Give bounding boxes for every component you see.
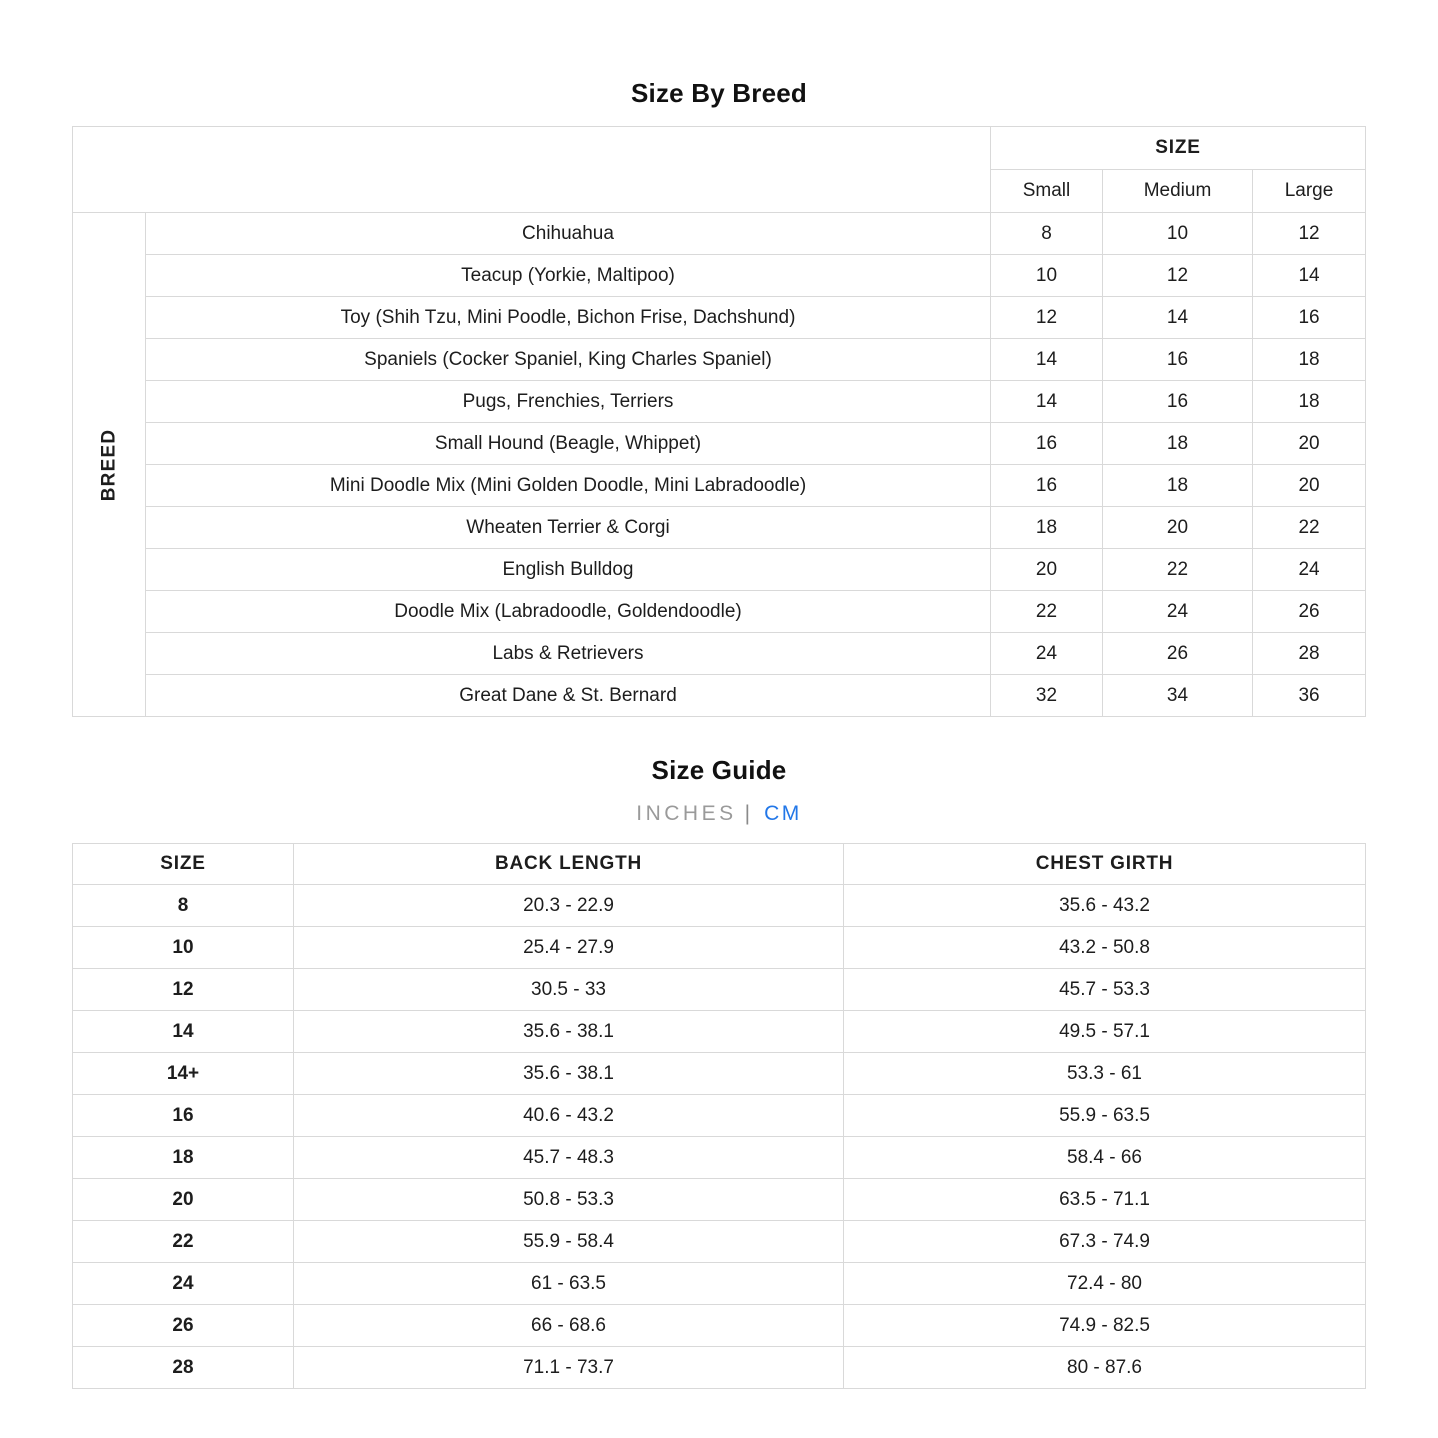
size-medium-cell: 26 xyxy=(1103,633,1253,675)
breed-axis-label: BREED xyxy=(98,428,120,501)
size-cell: 20 xyxy=(73,1179,294,1221)
size-large-cell: 18 xyxy=(1253,381,1366,423)
size-small-cell: 18 xyxy=(991,507,1103,549)
chest-girth-cell: 53.3 - 61 xyxy=(844,1053,1366,1095)
breed-name-cell: Doodle Mix (Labradoodle, Goldendoodle) xyxy=(146,591,991,633)
size-medium-cell: 10 xyxy=(1103,213,1253,255)
size-cell: 14 xyxy=(73,1011,294,1053)
breed-row xyxy=(73,213,1366,255)
size-guide-title: Size Guide xyxy=(651,755,787,785)
size-large-cell: 28 xyxy=(1253,633,1366,675)
breed-name-cell: Teacup (Yorkie, Maltipoo) xyxy=(146,255,991,297)
size-cell: 16 xyxy=(73,1095,294,1137)
size-by-breed-title: Size By Breed xyxy=(630,78,807,108)
size-cell: 26 xyxy=(73,1305,294,1347)
back-length-cell: 35.6 - 38.1 xyxy=(294,1011,844,1053)
guide-row xyxy=(73,1137,1366,1179)
size-large-cell: 18 xyxy=(1253,339,1366,381)
breed-row xyxy=(73,297,1366,339)
size-medium-cell: 16 xyxy=(1103,339,1253,381)
chest-girth-cell: 74.9 - 82.5 xyxy=(844,1305,1366,1347)
size-cell: 22 xyxy=(73,1221,294,1263)
guide-row xyxy=(73,1305,1366,1347)
size-medium-cell: 12 xyxy=(1103,255,1253,297)
breed-row xyxy=(73,507,1366,549)
chest-girth-cell: 67.3 - 74.9 xyxy=(844,1221,1366,1263)
breed-name-cell: Labs & Retrievers xyxy=(146,633,991,675)
size-small-cell: 16 xyxy=(991,423,1103,465)
guide-row xyxy=(73,969,1366,1011)
guide-row xyxy=(73,927,1366,969)
chest-girth-cell: 63.5 - 71.1 xyxy=(844,1179,1366,1221)
breed-name-cell: Mini Doodle Mix (Mini Golden Doodle, Mini Labradoodle) xyxy=(146,465,991,507)
guide-row xyxy=(73,1347,1366,1389)
size-large-cell: 12 xyxy=(1253,213,1366,255)
breed-table-header-row xyxy=(73,127,1366,170)
chest-girth-cell: 45.7 - 53.3 xyxy=(844,969,1366,1011)
size-medium-cell: 22 xyxy=(1103,549,1253,591)
chest-girth-cell: 58.4 - 66 xyxy=(844,1137,1366,1179)
size-medium-cell: 20 xyxy=(1103,507,1253,549)
chest-girth-cell: 80 - 87.6 xyxy=(844,1347,1366,1389)
size-by-breed-table xyxy=(72,126,1366,717)
back-length-cell: 61 - 63.5 xyxy=(294,1263,844,1305)
size-small-cell: 16 xyxy=(991,465,1103,507)
size-large-cell: 16 xyxy=(1253,297,1366,339)
column-header-size: SIZE xyxy=(73,844,294,885)
breed-name-cell: Great Dane & St. Bernard xyxy=(146,675,991,717)
column-header-medium: Medium xyxy=(1103,170,1253,213)
size-large-cell: 36 xyxy=(1253,675,1366,717)
back-length-cell: 30.5 - 33 xyxy=(294,969,844,1011)
size-large-cell: 24 xyxy=(1253,549,1366,591)
size-cell: 24 xyxy=(73,1263,294,1305)
breed-axis-cell xyxy=(73,213,146,717)
size-large-cell: 26 xyxy=(1253,591,1366,633)
breed-row xyxy=(73,633,1366,675)
back-length-cell: 35.6 - 38.1 xyxy=(294,1053,844,1095)
guide-table-header-row xyxy=(73,844,1366,885)
size-group-header: SIZE xyxy=(991,127,1366,170)
size-large-cell: 14 xyxy=(1253,255,1366,297)
size-small-cell: 24 xyxy=(991,633,1103,675)
guide-row xyxy=(73,1095,1366,1137)
guide-row xyxy=(73,1179,1366,1221)
guide-row xyxy=(73,885,1366,927)
size-small-cell: 32 xyxy=(991,675,1103,717)
chest-girth-cell: 72.4 - 80 xyxy=(844,1263,1366,1305)
breed-row xyxy=(73,465,1366,507)
size-guide-table xyxy=(72,843,1366,1389)
chest-girth-cell: 49.5 - 57.1 xyxy=(844,1011,1366,1053)
back-length-cell: 20.3 - 22.9 xyxy=(294,885,844,927)
size-cell: 12 xyxy=(73,969,294,1011)
breed-row xyxy=(73,381,1366,423)
size-cell: 8 xyxy=(73,885,294,927)
guide-row xyxy=(73,1221,1366,1263)
size-small-cell: 8 xyxy=(991,213,1103,255)
back-length-cell: 71.1 - 73.7 xyxy=(294,1347,844,1389)
size-cell: 10 xyxy=(73,927,294,969)
size-small-cell: 14 xyxy=(991,381,1103,423)
breed-name-cell: Wheaten Terrier & Corgi xyxy=(146,507,991,549)
breed-name-cell: Chihuahua xyxy=(146,213,991,255)
size-small-cell: 22 xyxy=(991,591,1103,633)
chest-girth-cell: 35.6 - 43.2 xyxy=(844,885,1366,927)
size-cell: 18 xyxy=(73,1137,294,1179)
size-medium-cell: 34 xyxy=(1103,675,1253,717)
guide-row xyxy=(73,1263,1366,1305)
back-length-cell: 25.4 - 27.9 xyxy=(294,927,844,969)
breed-row xyxy=(73,591,1366,633)
chest-girth-cell: 55.9 - 63.5 xyxy=(844,1095,1366,1137)
chest-girth-cell: 43.2 - 50.8 xyxy=(844,927,1366,969)
size-medium-cell: 18 xyxy=(1103,465,1253,507)
breed-row xyxy=(73,549,1366,591)
breed-row xyxy=(73,675,1366,717)
back-length-cell: 55.9 - 58.4 xyxy=(294,1221,844,1263)
guide-row xyxy=(73,1011,1366,1053)
size-cell: 28 xyxy=(73,1347,294,1389)
size-cell: 14+ xyxy=(73,1053,294,1095)
back-length-cell: 45.7 - 48.3 xyxy=(294,1137,844,1179)
breed-name-cell: Spaniels (Cocker Spaniel, King Charles Spaniel) xyxy=(146,339,991,381)
unit-toggle xyxy=(0,802,1438,826)
breed-name-cell: Toy (Shih Tzu, Mini Poodle, Bichon Frise, Dachshund) xyxy=(146,297,991,339)
breed-row xyxy=(73,255,1366,297)
breed-row xyxy=(73,423,1366,465)
size-medium-cell: 18 xyxy=(1103,423,1253,465)
column-header-small: Small xyxy=(991,170,1103,213)
size-medium-cell: 24 xyxy=(1103,591,1253,633)
size-large-cell: 20 xyxy=(1253,423,1366,465)
corner-cell xyxy=(73,127,991,213)
breed-name-cell: Small Hound (Beagle, Whippet) xyxy=(146,423,991,465)
size-medium-cell: 14 xyxy=(1103,297,1253,339)
cm-toggle[interactable]: CM xyxy=(764,802,802,825)
size-small-cell: 10 xyxy=(991,255,1103,297)
breed-row xyxy=(73,339,1366,381)
column-header-back-length: BACK LENGTH xyxy=(294,844,844,885)
column-header-chest-girth: CHEST GIRTH xyxy=(844,844,1366,885)
breed-name-cell: English Bulldog xyxy=(146,549,991,591)
size-small-cell: 20 xyxy=(991,549,1103,591)
size-small-cell: 14 xyxy=(991,339,1103,381)
size-small-cell: 12 xyxy=(991,297,1103,339)
column-header-large: Large xyxy=(1253,170,1366,213)
size-medium-cell: 16 xyxy=(1103,381,1253,423)
size-large-cell: 20 xyxy=(1253,465,1366,507)
back-length-cell: 50.8 - 53.3 xyxy=(294,1179,844,1221)
size-large-cell: 22 xyxy=(1253,507,1366,549)
back-length-cell: 40.6 - 43.2 xyxy=(294,1095,844,1137)
guide-row xyxy=(73,1053,1366,1095)
toggle-divider: | xyxy=(744,802,751,825)
breed-name-cell: Pugs, Frenchies, Terriers xyxy=(146,381,991,423)
inches-toggle[interactable]: INCHES xyxy=(636,802,737,825)
back-length-cell: 66 - 68.6 xyxy=(294,1305,844,1347)
